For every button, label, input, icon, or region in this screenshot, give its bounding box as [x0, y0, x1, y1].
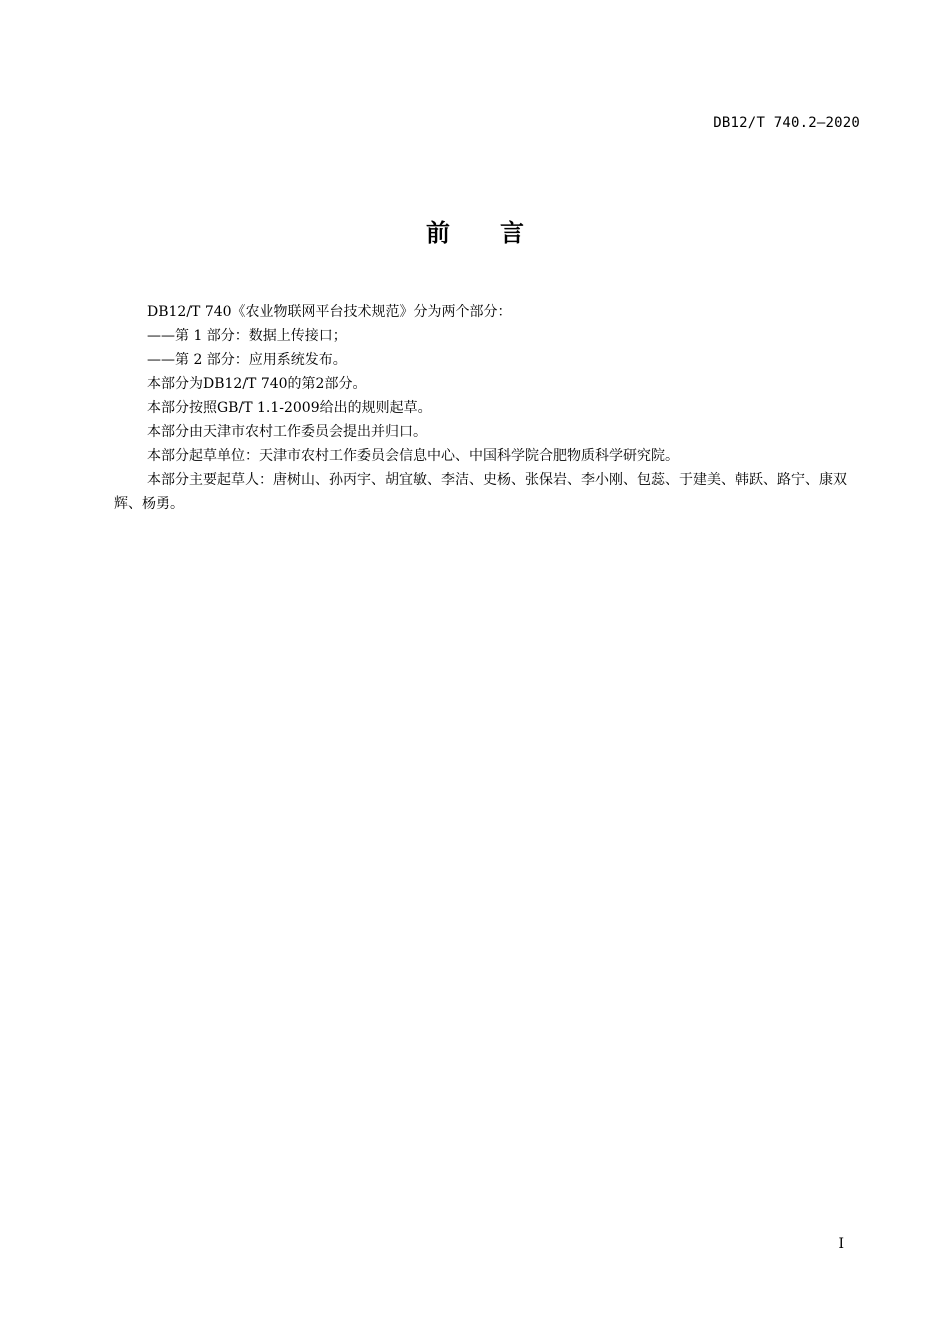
paragraph-parts-overview: DB12/T 740《农业物联网平台技术规范》分为两个部分： [147, 304, 512, 320]
paragraph-this-part: 本部分为DB12/T 740的第2部分。 [147, 376, 367, 392]
paragraph-drafters: 本部分主要起草人：唐树山、孙丙宇、胡宜敏、李洁、史杨、张保岩、李小刚、包蕊、于建美、韩跃、路宁、康双辉、杨勇。 [114, 472, 847, 512]
paragraph-proposer: 本部分由天津市农村工作委员会提出并归口。 [147, 424, 427, 440]
document-code: DB12/T 740.2—2020 [713, 115, 860, 131]
page-title: 前言 [426, 219, 574, 247]
paragraph-drafting-units: 本部分起草单位：天津市农村工作委员会信息中心、中国科学院合肥物质科学研究院。 [147, 448, 679, 464]
page-number: I [838, 1236, 844, 1252]
paragraph-part-1: ——第 1 部分：数据上传接口； [147, 328, 347, 344]
paragraph-part-2: ——第 2 部分：应用系统发布。 [147, 352, 347, 368]
foreword-body [114, 300, 860, 516]
paragraph-drafting-rules: 本部分按照GB/T 1.1-2009给出的规则起草。 [147, 400, 432, 416]
